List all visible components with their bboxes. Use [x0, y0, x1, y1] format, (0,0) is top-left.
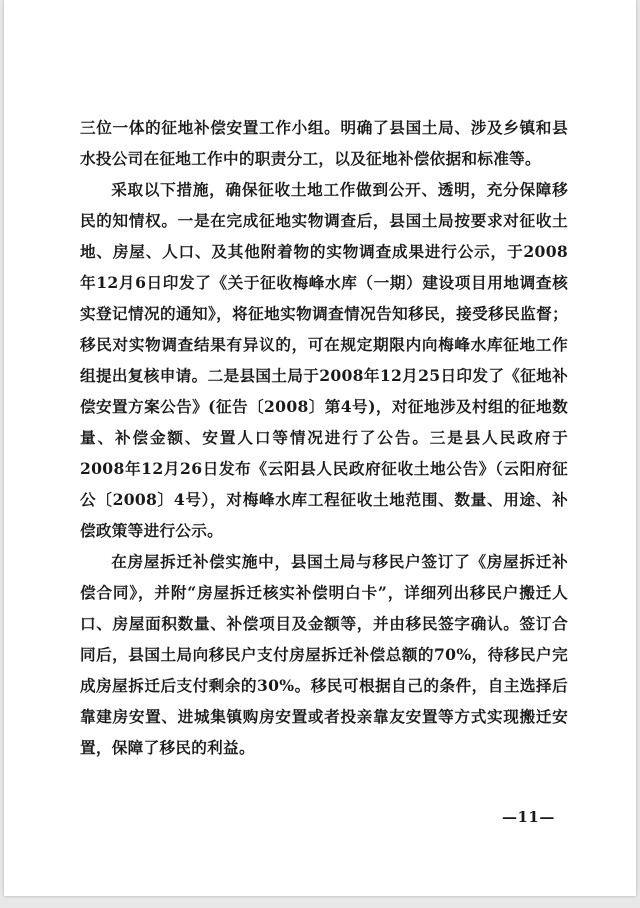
paragraph-2: 采取以下措施，确保征收土地工作做到公开、透明，充分保障移民的知情权。一是在完成征地实物调查后，县国土局按要求对征收土地、房屋、人口、及其他附着物的实物调查成果进行公示，于2008年12月6日印发了《关于征收梅峰水库（一期）建设项目用地调查核实登记情况的通知》，将征地实物调查情况告知移民，接受移民监督；移民对实物调查结果有异议的，可在规定期限内向梅峰水库征地工作组提出复核申请。二是县国土局于2008年12月25日印发了《征地补偿安置方案公告》(征告〔2008〕第4号)，对征地涉及村组的征地数量、补偿金额、安置人口等情况进行了公告。三是县人民政府于2008年12月26日发布《云阳县人民政府征收土地公告》（云阳府征公〔2008〕4号），对梅峰水库工程征收土地范围、数量、用途、补偿政策等进行公示。 — [80, 180, 568, 540]
paragraph-3: 在房屋拆迁补偿实施中，县国土局与移民户签订了《房屋拆迁补偿合同》，并附“房屋拆迁核实补偿明白卡”，详细列出移民户搬迁人口、房屋面积数量、补偿项目及金额等，并由移民签字确认。签订合同后，县国土局向移民户支付房屋拆迁补偿总额的70%，待移民户完成房屋拆迁后支付剩余的30%。移民可根据自己的条件，自主选择后靠建房安置、进城集镇购房安置或者投亲靠友安置等方式实现搬迁安置，保障了移民的利益。 — [80, 552, 568, 757]
page-number: —11— — [502, 808, 555, 826]
body-text — [80, 112, 568, 763]
document-page — [4, 0, 636, 896]
paragraph-1: 三位一体的征地补偿安置工作小组。明确了县国土局、涉及乡镇和县水投公司在征地工作中的职责分工，以及征地补偿依据和标准等。 — [80, 118, 568, 168]
